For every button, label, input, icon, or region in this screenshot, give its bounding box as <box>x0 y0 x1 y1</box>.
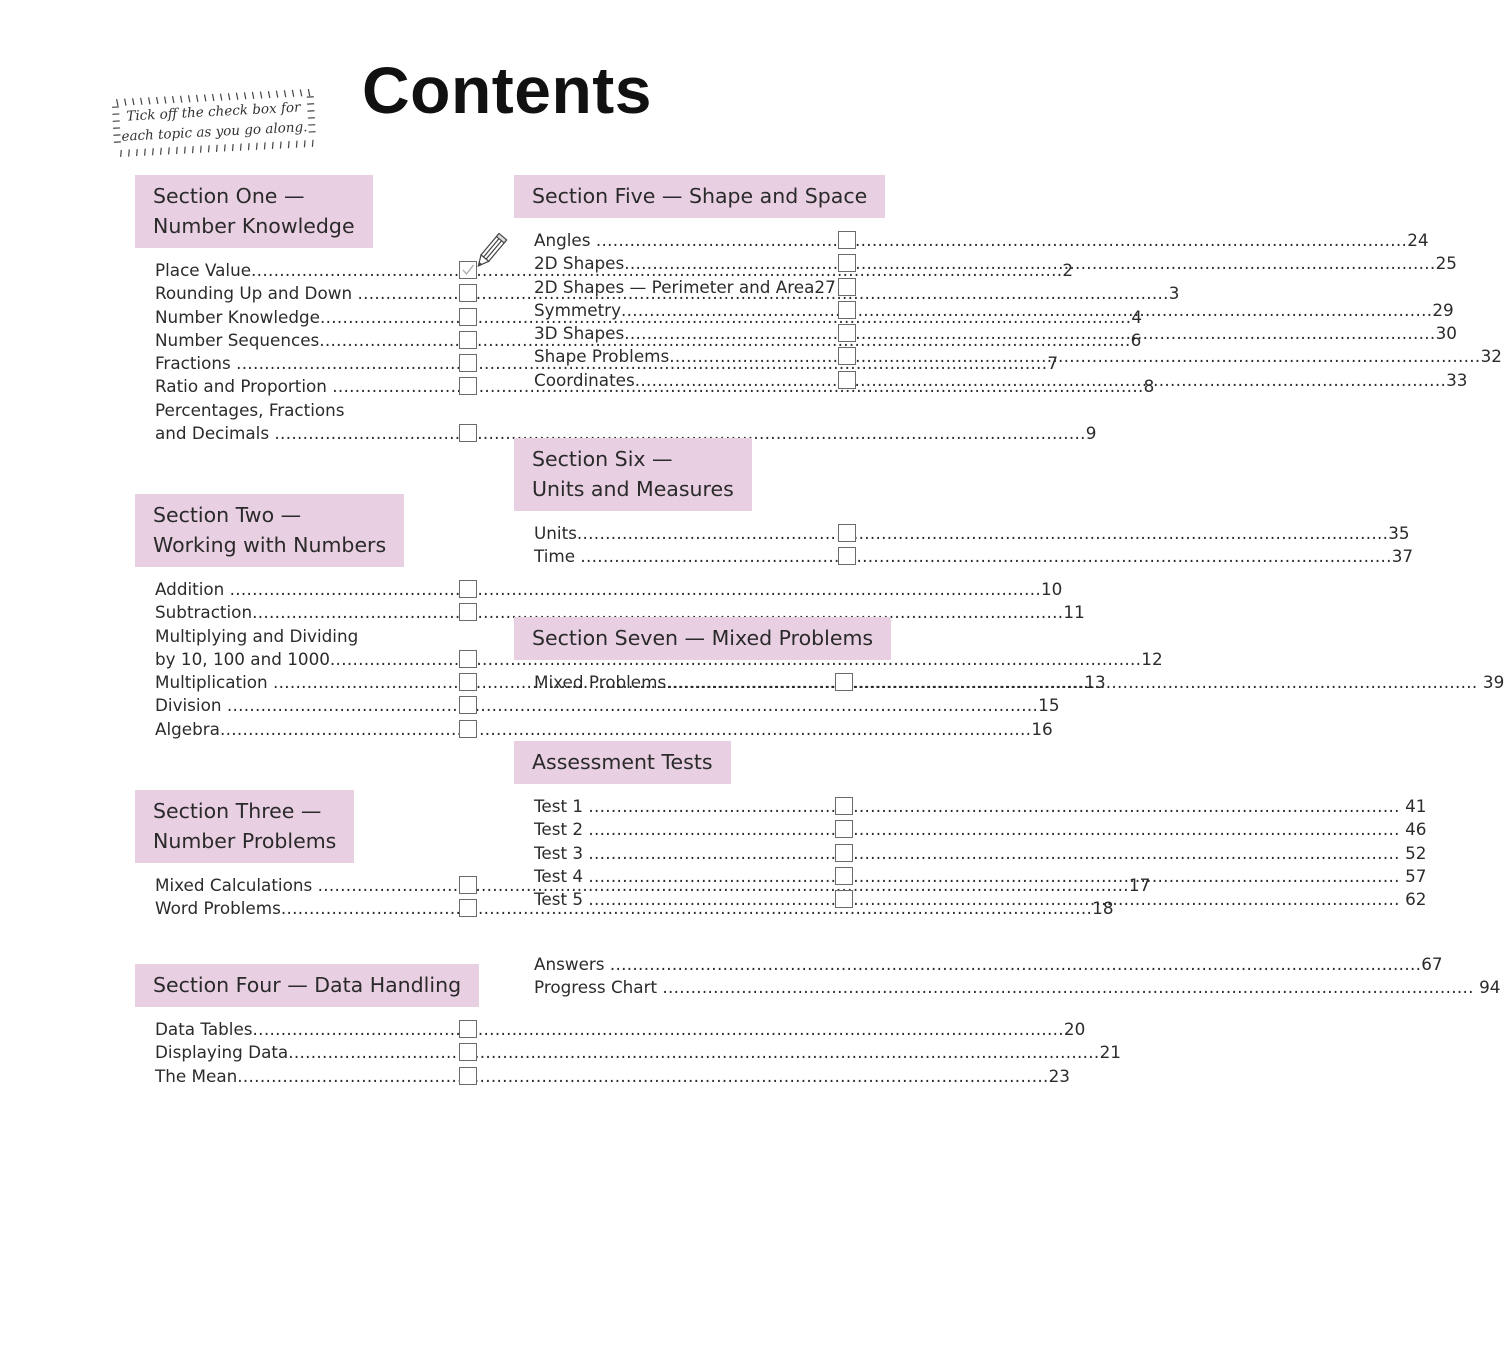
check-box[interactable] <box>459 261 477 279</box>
toc-entry-label: Shape Problems <box>534 346 670 367</box>
toc-entry-page: 7 <box>1047 353 1059 374</box>
check-box[interactable] <box>835 797 853 815</box>
toc-entry-page: 10 <box>1040 579 1063 599</box>
dot-leader <box>588 818 1399 841</box>
check-box[interactable] <box>835 890 853 908</box>
check-box[interactable] <box>459 673 477 691</box>
toc-entry <box>514 276 864 299</box>
toc-entry-label: Test 2 <box>534 819 589 840</box>
toc-entry <box>514 252 1457 275</box>
section-heading-line-2: Units and Measures <box>532 477 734 501</box>
section-heading-line-2: Working with Numbers <box>153 533 387 557</box>
toc-entry-line <box>534 345 1502 368</box>
section-heading-line-1: Section Four — Data Handling <box>153 973 462 997</box>
toc-entry-label: Test 3 <box>534 842 589 863</box>
check-box[interactable] <box>459 650 477 668</box>
section-six <box>514 438 1414 569</box>
check-box[interactable] <box>459 331 477 349</box>
toc-entry-page: 2 <box>1062 260 1074 280</box>
toc-entry-line <box>534 322 1457 345</box>
toc-entry <box>135 422 1097 445</box>
toc-entry-line <box>155 601 1085 624</box>
toc-entry-line <box>155 718 1053 741</box>
toc-entry-line <box>534 522 1410 545</box>
toc-entry-page: 18 <box>1092 898 1114 919</box>
toc-entry-page: 41 <box>1399 796 1427 816</box>
toc-entry <box>135 1018 1086 1041</box>
toc-entry-page: 52 <box>1399 842 1427 863</box>
toc-entry-label: and Decimals <box>155 423 275 444</box>
toc-entry-line <box>534 252 1457 275</box>
toc-entry-line <box>534 229 1429 252</box>
check-box[interactable] <box>459 377 477 395</box>
section-heading-line-1: Section One — <box>153 184 305 208</box>
check-box[interactable] <box>838 301 856 319</box>
toc-entry-label: Progress Chart <box>534 977 663 998</box>
toc-entry-page: 25 <box>1435 253 1457 274</box>
toc-entry-page: 4 <box>1131 306 1143 327</box>
toc-entry-label: Symmetry <box>534 299 622 320</box>
toc-entry-page: 23 <box>1048 1065 1070 1086</box>
dot-leader <box>635 369 1446 392</box>
check-box[interactable] <box>459 308 477 326</box>
section-heading <box>135 494 404 567</box>
dot-leader <box>227 694 1038 717</box>
check-box[interactable] <box>835 820 853 838</box>
note-line-1: Tick off the check box for <box>125 99 301 125</box>
toc-entry-label: Test 4 <box>534 865 589 886</box>
toc-entry-label: Mixed Calculations <box>155 875 318 895</box>
check-box[interactable] <box>838 278 856 296</box>
section-heading <box>514 741 731 784</box>
toc-entry-label: Mixed Problems <box>534 672 667 692</box>
toc-entry-line <box>534 545 1414 568</box>
toc-entry-label: Time <box>534 546 581 567</box>
toc-entry-line <box>534 818 1427 841</box>
toc-entry-label: by 10, 100 and 1000 <box>155 648 330 669</box>
dot-leader <box>666 671 1477 694</box>
check-box[interactable] <box>459 899 477 917</box>
note-line-2: each topic as you go along. <box>121 119 308 145</box>
toc-entry-line <box>155 422 1097 445</box>
dot-leader <box>621 299 1432 322</box>
check-box[interactable] <box>838 347 856 365</box>
toc-entry <box>514 322 1457 345</box>
toc-entry-label: Units <box>534 523 577 543</box>
check-box[interactable] <box>459 720 477 738</box>
check-box[interactable] <box>838 547 856 565</box>
toc-entry <box>135 601 1085 624</box>
toc-entry-label: 2D Shapes — Perimeter and Area <box>534 276 815 297</box>
toc-entry-page: 27 <box>814 276 836 297</box>
toc-entry-label: Multiplication <box>155 672 273 693</box>
section-five <box>514 175 1502 392</box>
toc-entry-label: The Mean <box>155 1065 238 1086</box>
toc-entry-line <box>155 694 1060 717</box>
toc-entry-label: Answers <box>534 954 610 974</box>
toc-entry <box>514 369 1468 392</box>
toc-entry-line <box>534 369 1468 392</box>
dot-leader <box>596 229 1407 252</box>
check-box[interactable] <box>838 324 856 342</box>
dot-leader <box>253 1018 1064 1041</box>
toc-entry <box>135 625 485 648</box>
check-box[interactable] <box>838 524 856 542</box>
toc-entry-line <box>155 1041 1121 1064</box>
check-box[interactable] <box>459 1043 477 1061</box>
toc-entry-page: 15 <box>1038 695 1060 716</box>
dot-leader <box>669 345 1480 368</box>
check-box[interactable] <box>835 867 853 885</box>
check-box[interactable] <box>459 354 477 372</box>
toc-entry <box>514 795 1427 818</box>
section-heading-line-2: Number Problems <box>153 829 337 853</box>
toc-entry-page: 67 <box>1421 954 1443 974</box>
toc-entry <box>135 1065 1070 1088</box>
section-heading-line-1: Section Three — <box>153 799 322 823</box>
toc-entry-label: Angles <box>534 230 596 250</box>
toc-entry-page: 12 <box>1141 648 1163 669</box>
toc-entry-label: Multiplying and Dividing <box>155 625 359 646</box>
section-heading <box>514 438 752 511</box>
toc-entry-page: 11 <box>1063 602 1085 623</box>
toc-entry-page: 32 <box>1480 346 1502 367</box>
toc-entry-line <box>534 842 1427 865</box>
toc-entry-page: 29 <box>1432 299 1454 320</box>
toc-entry-label: Place Value <box>155 260 252 280</box>
page-title: Contents <box>362 53 652 127</box>
section-heading-line-1: Section Two — <box>153 503 302 527</box>
dot-leader <box>220 718 1031 741</box>
check-box[interactable] <box>838 254 856 272</box>
toc-entry-label: Number Sequences <box>155 329 320 350</box>
toc-entry-line <box>155 399 451 422</box>
section-extras <box>514 943 1501 1000</box>
toc-entry-page: 39 <box>1477 672 1504 692</box>
toc-entry <box>135 648 1163 671</box>
toc-entry-label: Data Tables <box>155 1019 253 1039</box>
toc-entry-label: Word Problems <box>155 898 281 919</box>
toc-entry-page: 46 <box>1399 819 1427 840</box>
dot-leader <box>577 522 1388 545</box>
toc-entry <box>514 976 1501 999</box>
toc-entry <box>514 522 1410 545</box>
toc-entry-page: 35 <box>1388 523 1410 543</box>
toc-entry <box>514 229 1429 252</box>
section-heading-line-1: Section Six — <box>532 447 673 471</box>
toc-entry-label: Test 1 <box>534 796 589 816</box>
toc-entry-label: Percentages, Fractions <box>155 399 345 420</box>
toc-entry-page: 17 <box>1128 875 1151 895</box>
dot-leader <box>237 1065 1048 1088</box>
toc-entry-page: 94 <box>1473 977 1501 998</box>
toc-entry <box>135 1041 1121 1064</box>
toc-entry <box>514 299 1454 322</box>
toc-entry <box>135 399 485 422</box>
dot-leader <box>288 1041 1099 1064</box>
toc-entry-page: 33 <box>1446 369 1468 390</box>
check-box[interactable] <box>459 603 477 621</box>
dot-leader <box>580 545 1391 568</box>
toc-entry-label: 3D Shapes <box>534 323 625 344</box>
dot-leader <box>610 953 1421 976</box>
dot-leader <box>588 842 1399 865</box>
toc-entry-page: 8 <box>1143 376 1155 397</box>
toc-entry-label: Addition <box>155 579 230 599</box>
toc-entry-page: 13 <box>1084 672 1106 693</box>
toc-entry <box>135 694 1060 717</box>
check-box[interactable] <box>835 673 853 691</box>
section-heading <box>514 617 891 660</box>
check-box[interactable] <box>459 284 477 302</box>
toc-entry-page: 6 <box>1130 329 1142 350</box>
check-box[interactable] <box>459 580 477 598</box>
check-box[interactable] <box>459 1020 477 1038</box>
toc-entry-line <box>155 648 1163 671</box>
dot-leader <box>588 888 1399 911</box>
toc-entry <box>514 818 1427 841</box>
toc-entry-label: Coordinates <box>534 369 635 390</box>
toc-entry-page: 37 <box>1391 546 1414 567</box>
toc-entry-line <box>155 625 451 648</box>
check-box[interactable] <box>459 696 477 714</box>
toc-entry-page: 3 <box>1168 283 1180 304</box>
section-heading-line-1: Section Seven — Mixed Problems <box>532 626 874 650</box>
dot-leader <box>662 976 1473 999</box>
toc-entry-line <box>534 299 1454 322</box>
toc-entry <box>514 345 1502 368</box>
instruction-note <box>111 87 318 160</box>
toc-entry-label: Displaying Data <box>155 1042 289 1063</box>
check-box[interactable] <box>459 1067 477 1085</box>
toc-entry-line <box>155 1018 1086 1041</box>
section-heading-line-1: Assessment Tests <box>532 750 713 774</box>
section-heading-line-1: Section Five — Shape and Space <box>532 184 868 208</box>
toc-entry-label: Rounding Up and Down <box>155 283 358 304</box>
dot-leader <box>588 795 1399 818</box>
toc-entry <box>514 842 1427 865</box>
section-heading <box>135 175 373 248</box>
toc-entry-line <box>534 276 836 299</box>
toc-entry-page: 21 <box>1099 1042 1121 1063</box>
toc-entry-page: 62 <box>1399 889 1427 910</box>
section-heading <box>135 790 354 863</box>
toc-entry-line <box>534 795 1427 818</box>
section-heading <box>514 175 885 218</box>
check-box[interactable] <box>838 371 856 389</box>
dot-leader <box>588 865 1399 888</box>
toc-entry-label: Division <box>155 695 227 716</box>
toc-entry-page: 30 <box>1435 323 1457 344</box>
toc-entry-line <box>155 1065 1070 1088</box>
toc-entry-label: Number Knowledge <box>155 306 320 327</box>
toc-entry <box>135 578 1063 601</box>
dot-leader <box>230 578 1041 601</box>
section-heading-line-2: Number Knowledge <box>153 214 355 238</box>
toc-entry <box>514 545 1414 568</box>
check-box[interactable] <box>838 231 856 249</box>
toc-entry-line <box>534 976 1501 999</box>
dot-leader <box>624 252 1435 275</box>
toc-entry-label: Subtraction <box>155 602 253 623</box>
toc-entry-line <box>155 578 1063 601</box>
check-box[interactable] <box>459 876 477 894</box>
toc-entry-page: 57 <box>1399 865 1427 886</box>
dot-leader <box>624 322 1435 345</box>
toc-entry-page: 20 <box>1063 1019 1086 1039</box>
section-heading <box>135 964 479 1007</box>
toc-entry-page: 16 <box>1031 718 1053 739</box>
check-box[interactable] <box>835 844 853 862</box>
toc-entry-line <box>534 953 1443 976</box>
toc-entry-label: Ratio and Proportion <box>155 376 333 397</box>
toc-entry-label: Test 5 <box>534 889 589 910</box>
check-box[interactable] <box>459 424 477 442</box>
toc-entry-page: 24 <box>1407 230 1429 250</box>
toc-entry <box>135 718 1053 741</box>
toc-entry-label: Fractions <box>155 353 237 374</box>
toc-entry-page: 9 <box>1085 423 1097 444</box>
toc-entry <box>514 953 1443 976</box>
toc-entry-label: 2D Shapes <box>534 253 625 274</box>
checkmark-icon <box>461 263 475 277</box>
toc-entry-label: Algebra <box>155 718 220 739</box>
